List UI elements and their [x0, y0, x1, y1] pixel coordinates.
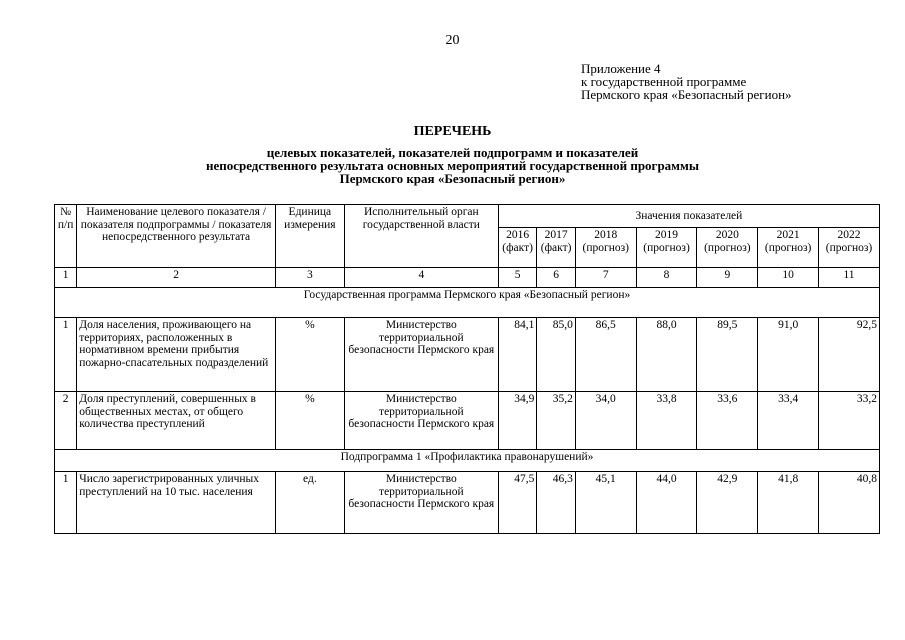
row-value: 92,5	[819, 318, 880, 392]
row-agency: Министерство территориальной безопасности Пермского края	[344, 392, 498, 450]
row-agency: Министерство территориальной безопасности Пермского края	[344, 318, 498, 392]
header-year: 2017 (факт)	[537, 228, 576, 268]
row-value: 86,5	[575, 318, 636, 392]
header-unit: Единица измерения	[275, 205, 344, 268]
row-value: 91,0	[758, 318, 819, 392]
section-row	[55, 450, 880, 472]
column-number: 4	[344, 268, 498, 288]
page-number: 20	[445, 33, 460, 48]
section-row	[55, 288, 880, 318]
row-value: 47,5	[498, 472, 537, 534]
appendix-line: Пермского края «Безопасный регион»	[581, 87, 792, 102]
appendix-line: Приложение 4	[581, 61, 661, 76]
section-title: Государственная программа Пермского края «Безопасный регион»	[55, 288, 880, 318]
header-year: 2021 (прогноз)	[758, 228, 819, 268]
section-title: Подпрограмма 1 «Профилактика правонарушений»	[55, 450, 880, 472]
row-value: 34,9	[498, 392, 537, 450]
subtitle-line: Пермского края «Безопасный регион»	[339, 171, 566, 186]
row-value: 33,2	[819, 392, 880, 450]
document-subtitle	[0, 146, 905, 185]
header-name: Наименование целевого показателя / показателя подпрограммы / показателя непосредственного результата	[77, 205, 276, 268]
column-number-row	[55, 268, 880, 288]
row-value: 89,5	[697, 318, 758, 392]
row-unit: %	[275, 392, 344, 450]
row-value: 33,4	[758, 392, 819, 450]
row-value: 42,9	[697, 472, 758, 534]
document-title: ПЕРЕЧЕНЬ	[413, 124, 492, 139]
table-row	[55, 392, 880, 450]
row-value: 45,1	[575, 472, 636, 534]
header-values: Значения показателей	[498, 205, 879, 228]
header-year: 2016 (факт)	[498, 228, 537, 268]
column-number: 10	[758, 268, 819, 288]
row-value: 40,8	[819, 472, 880, 534]
row-value: 88,0	[636, 318, 697, 392]
column-number: 5	[498, 268, 537, 288]
row-value: 85,0	[537, 318, 576, 392]
header-year: 2018 (прогноз)	[575, 228, 636, 268]
row-unit: ед.	[275, 472, 344, 534]
row-name: Доля преступлений, совершенных в общественных местах, от общего количества преступлений	[77, 392, 276, 450]
header-year: 2020 (прогноз)	[697, 228, 758, 268]
header-num: № п/п	[55, 205, 77, 268]
subtitle-line: непосредственного результата основных мероприятий государственной программы	[205, 158, 700, 173]
row-num: 2	[55, 392, 77, 450]
column-number: 3	[275, 268, 344, 288]
header-year: 2022 (прогноз)	[819, 228, 880, 268]
indicators-table	[54, 204, 880, 534]
row-num: 1	[55, 318, 77, 392]
column-number: 6	[537, 268, 576, 288]
row-value: 44,0	[636, 472, 697, 534]
column-number: 2	[77, 268, 276, 288]
column-number: 9	[697, 268, 758, 288]
row-unit: %	[275, 318, 344, 392]
column-number: 7	[575, 268, 636, 288]
row-value: 33,6	[697, 392, 758, 450]
row-name: Число зарегистрированных уличных преступлений на 10 тыс. населения	[77, 472, 276, 534]
row-num: 1	[55, 472, 77, 534]
row-value: 33,8	[636, 392, 697, 450]
row-name: Доля населения, проживающего на территориях, расположенных в нормативном времени прибытия пожарно-спасательных подразделений	[77, 318, 276, 392]
column-number: 1	[55, 268, 77, 288]
subtitle-line: целевых показателей, показателей подпрограмм и показателей	[266, 145, 639, 160]
header-agency: Исполнительный орган государственной власти	[344, 205, 498, 268]
column-number: 8	[636, 268, 697, 288]
row-agency: Министерство территориальной безопасности Пермского края	[344, 472, 498, 534]
row-value: 35,2	[537, 392, 576, 450]
table-row	[55, 318, 880, 392]
column-number: 11	[819, 268, 880, 288]
table-row	[55, 472, 880, 534]
row-value: 41,8	[758, 472, 819, 534]
row-value: 84,1	[498, 318, 537, 392]
appendix-note	[581, 62, 792, 101]
appendix-line: к государственной программе	[581, 74, 747, 89]
header-year: 2019 (прогноз)	[636, 228, 697, 268]
row-value: 46,3	[537, 472, 576, 534]
row-value: 34,0	[575, 392, 636, 450]
